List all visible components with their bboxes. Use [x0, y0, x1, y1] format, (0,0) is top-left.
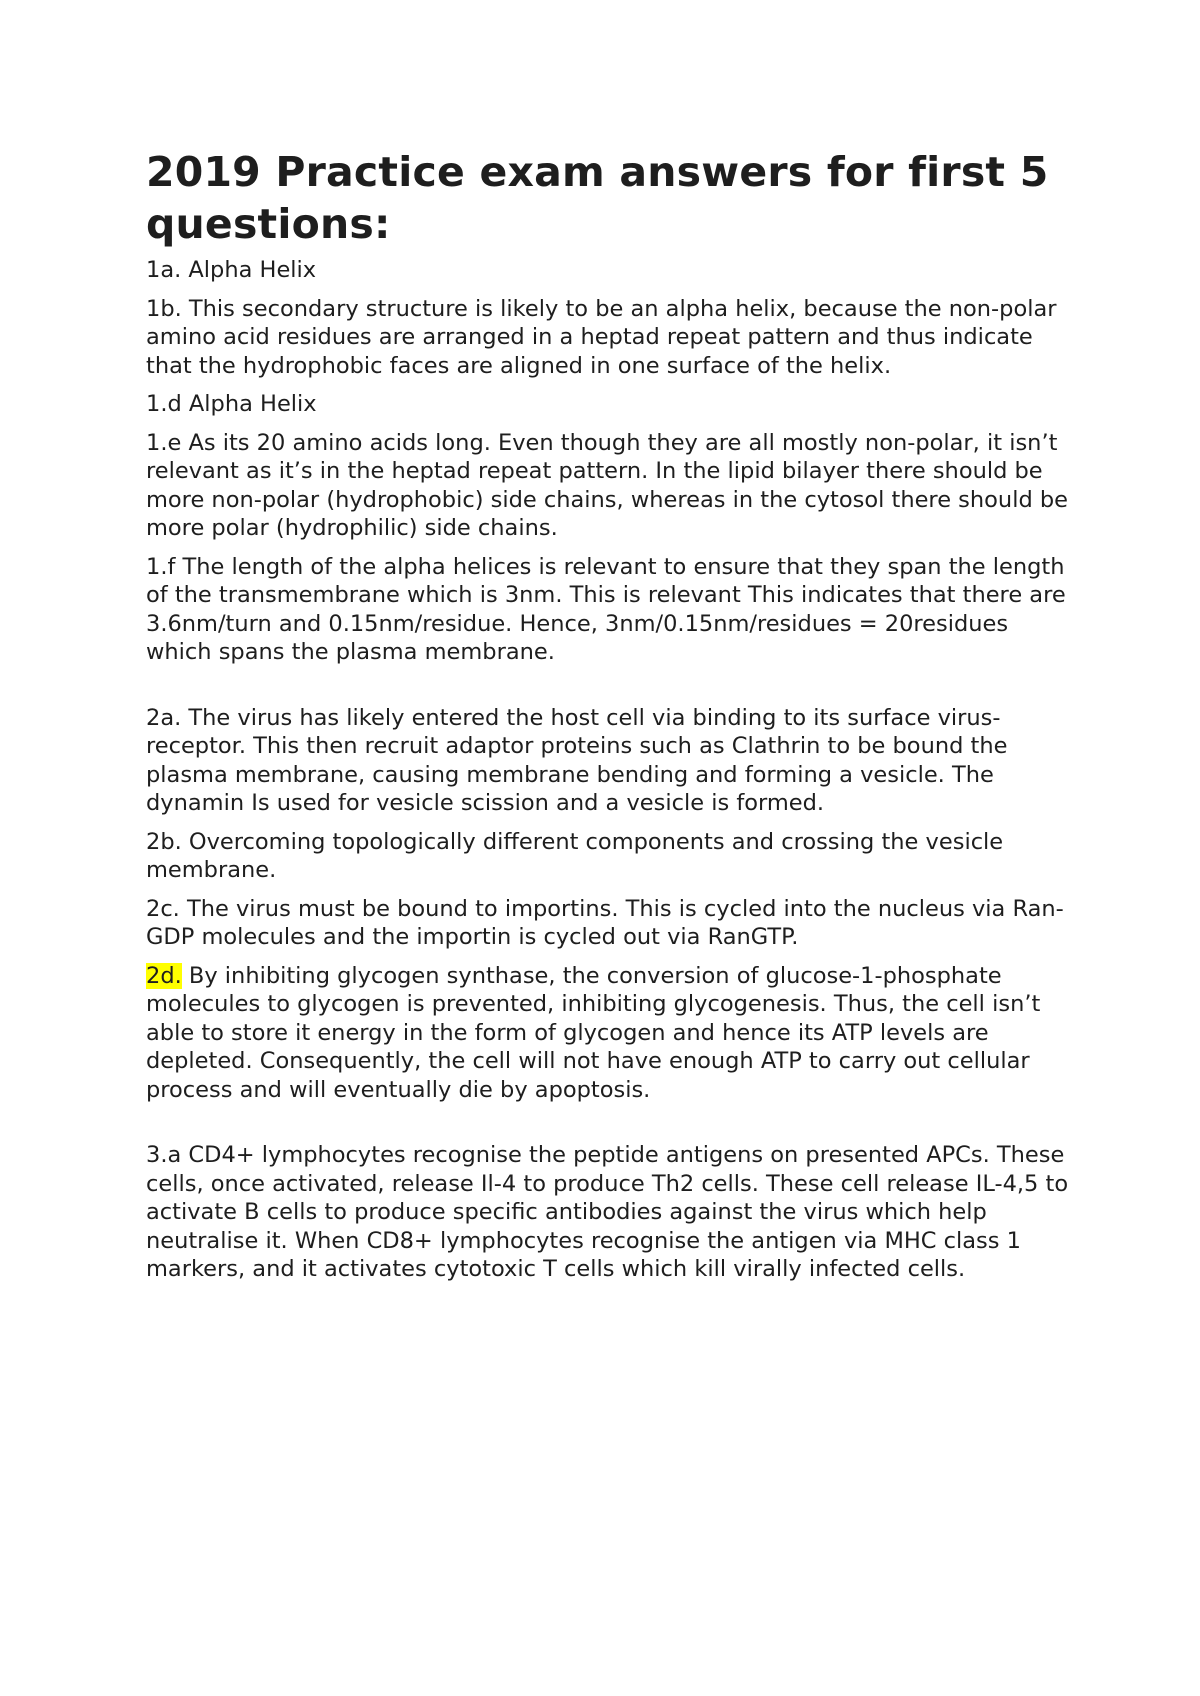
- answer-text: 1.e As its 20 amino acids long. Even though they are all mostly non-polar, it isn’t relevant as it’s in the heptad repeat pattern. In the lipid bilayer there should be more non-polar (hydrophobic) side chains, whereas in the cytosol there should be more polar (hydrophilic) side chains.: [146, 429, 1069, 541]
- answer-1f: [146, 553, 1076, 667]
- answer-text: 1b. This secondary structure is likely to be an alpha helix, because the non-polar amino acid residues are arranged in a heptad repeat pattern and thus indicate that the hydrophobic faces are aligned in one surface of the helix.: [146, 295, 1057, 379]
- section-spacer: [146, 677, 1076, 704]
- answer-text: 1.d Alpha Helix: [146, 391, 317, 417]
- answers-question-3: [146, 1141, 1076, 1284]
- answer-2a: [146, 704, 1076, 818]
- answer-1e: [146, 429, 1076, 543]
- answer-text: By inhibiting glycogen synthase, the conversion of glucose-1-phosphate molecules to glycogen is prevented, inhibiting glycogenesis. Thus, the cell isn’t able to store it energy in the form of glycogen and hence its ATP levels are depleted. Consequently, the cell will not have enough ATP to carry out cellular process and will eventually die by apoptosis.: [146, 962, 1041, 1103]
- answer-2d: [146, 962, 1076, 1105]
- answer-1b: [146, 295, 1076, 381]
- answer-text: 1a. Alpha Helix: [146, 257, 317, 283]
- answer-1a: [146, 256, 1076, 285]
- document-body: [146, 146, 1076, 1294]
- answer-3a: [146, 1141, 1076, 1284]
- section-spacer: [146, 1114, 1076, 1141]
- answer-2b: [146, 828, 1076, 885]
- answer-2c: [146, 895, 1076, 952]
- answer-text: 2a. The virus has likely entered the host cell via binding to its surface virus-receptor. This then recruit adaptor proteins such as Clathrin to be bound the plasma membrane, causing membrane bending and forming a vesicle. The dynamin Is used for vesicle scission and a vesicle is formed.: [146, 704, 1008, 816]
- answer-1d: [146, 390, 1076, 419]
- answers-question-1: [146, 256, 1076, 667]
- answer-text: 2b. Overcoming topologically different components and crossing the vesicle membrane.: [146, 828, 1004, 883]
- page-title: 2019 Practice exam answers for first 5 questions:: [146, 148, 1049, 248]
- answers-question-2: [146, 704, 1076, 1105]
- answer-text: 1.f The length of the alpha helices is relevant to ensure that they span the length of the transmembrane which is 3nm. This is relevant This indicates that there are 3.6nm/turn and 0.15nm/residue. Hence, 3nm/0.15nm/residues = 20residues which spans the plasma membrane.: [146, 553, 1066, 665]
- highlighted-label: 2d.: [146, 962, 182, 989]
- answer-text: 3.a CD4+ lymphocytes recognise the peptide antigens on presented APCs. These cells, once activated, release Il-4 to produce Th2 cells. These cell release IL-4,5 to activate B cells to produce specific antibodies against the virus which help neutralise it. When CD8+ lymphocytes recognise the antigen via MHC class 1 markers, and it activates cytotoxic T cells which kill virally infected cells.: [146, 1142, 1069, 1282]
- answer-text: 2c. The virus must be bound to importins. This is cycled into the nucleus via Ran-GDP molecules and the importin is cycled out via RanGTP.: [146, 895, 1064, 950]
